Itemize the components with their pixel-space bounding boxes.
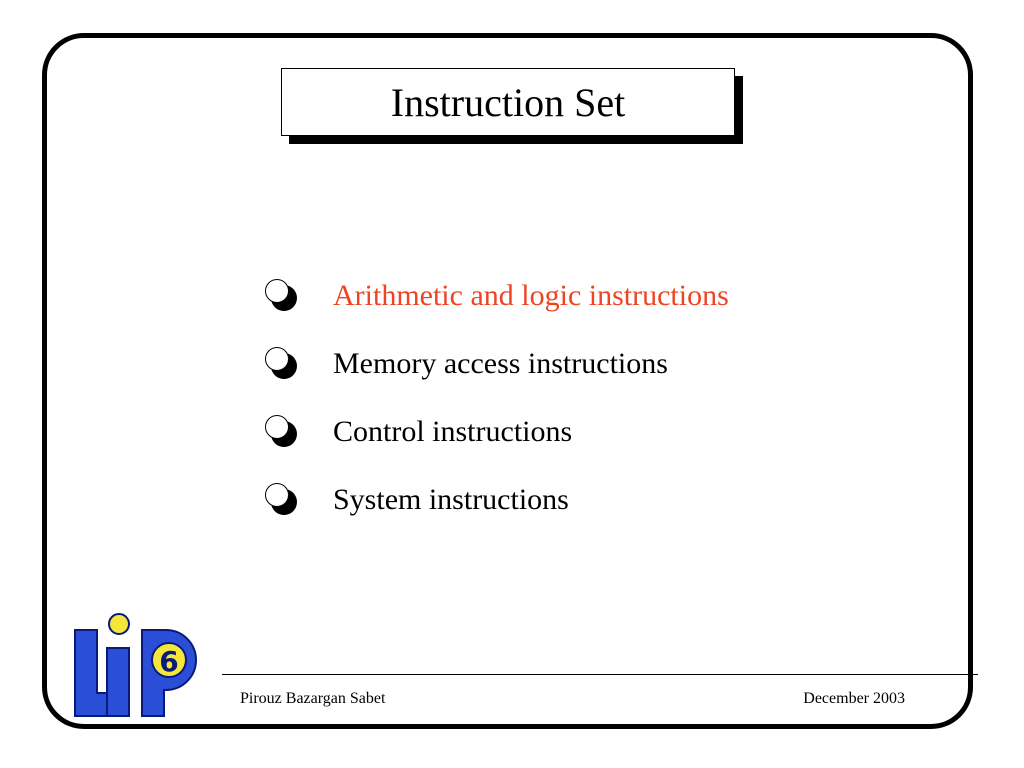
bullet-list [262,262,729,534]
list-item [262,262,729,330]
bullet-icon [262,480,302,520]
bullet-text: Arithmetic and logic instructions [333,279,729,312]
footer-divider [222,674,978,675]
slide-title: Instruction Set [281,68,735,136]
logo-digit: 6 [159,645,179,678]
bullet-icon [262,276,302,316]
bullet-text: Memory access instructions [333,347,668,380]
footer-author: Pirouz Bazargan Sabet [240,690,386,707]
bullet-icon [262,344,302,384]
bullet-text: System instructions [333,483,569,516]
bullet-text: Control instructions [333,415,573,448]
lip6-logo [70,608,200,720]
footer-date: December 2003 [803,690,905,707]
bullet-icon [262,412,302,452]
list-item [262,466,569,534]
list-item [262,330,668,398]
list-item [262,398,573,466]
